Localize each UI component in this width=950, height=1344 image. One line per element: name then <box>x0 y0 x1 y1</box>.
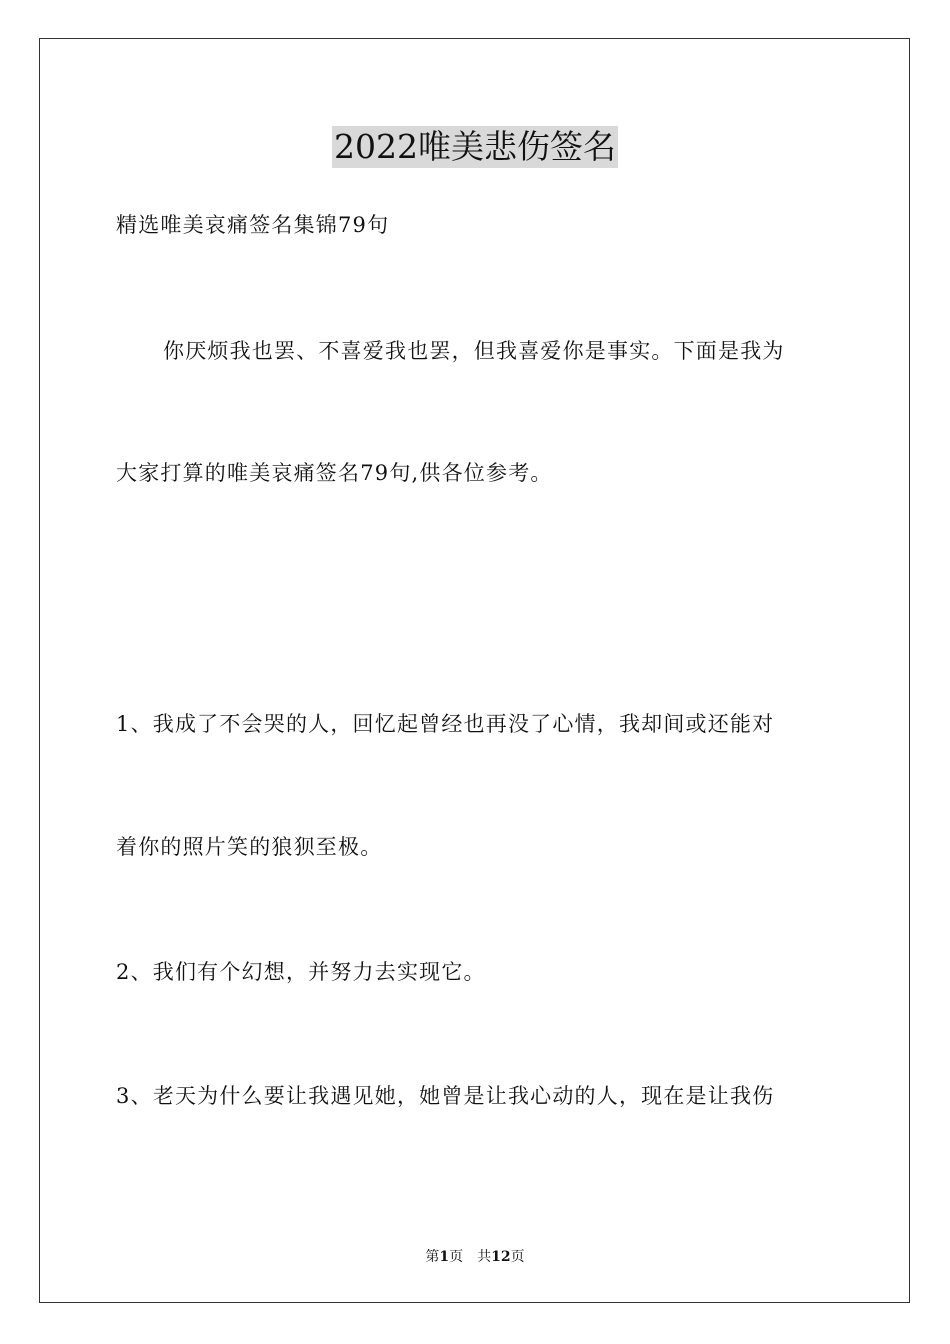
paragraph-line: 大家打算的唯美哀痛签名79句,供各位参考。 <box>116 461 553 485</box>
list-item-continuation: 着你的照片笑的狼狈至极。 <box>116 835 383 859</box>
page-label-prefix: 第 <box>425 1249 440 1265</box>
page-footer <box>0 1248 950 1266</box>
title-container <box>0 126 950 168</box>
page-label-suffix: 页 <box>449 1249 464 1265</box>
page-number: 1 <box>439 1249 450 1265</box>
document-subtitle: 精选唯美哀痛签名集锦79句 <box>116 213 390 237</box>
total-label-suffix: 页 <box>510 1249 525 1265</box>
paragraph-line: 你厌烦我也罢、不喜爱我也罢，但我喜爱你是事实。下面是我为 <box>163 339 785 363</box>
list-item: 2、我们有个幻想，并努力去实现它。 <box>116 960 486 984</box>
list-item: 1、我成了不会哭的人，回忆起曾经也再没了心情，我却间或还能对 <box>116 712 775 736</box>
total-pages: 12 <box>491 1249 511 1265</box>
total-label-prefix: 共 <box>477 1249 492 1265</box>
document-title: 2022唯美悲伤签名 <box>334 127 616 166</box>
list-item: 3、老天为什么要让我遇见她，她曾是让我心动的人，现在是让我伤 <box>116 1084 775 1108</box>
